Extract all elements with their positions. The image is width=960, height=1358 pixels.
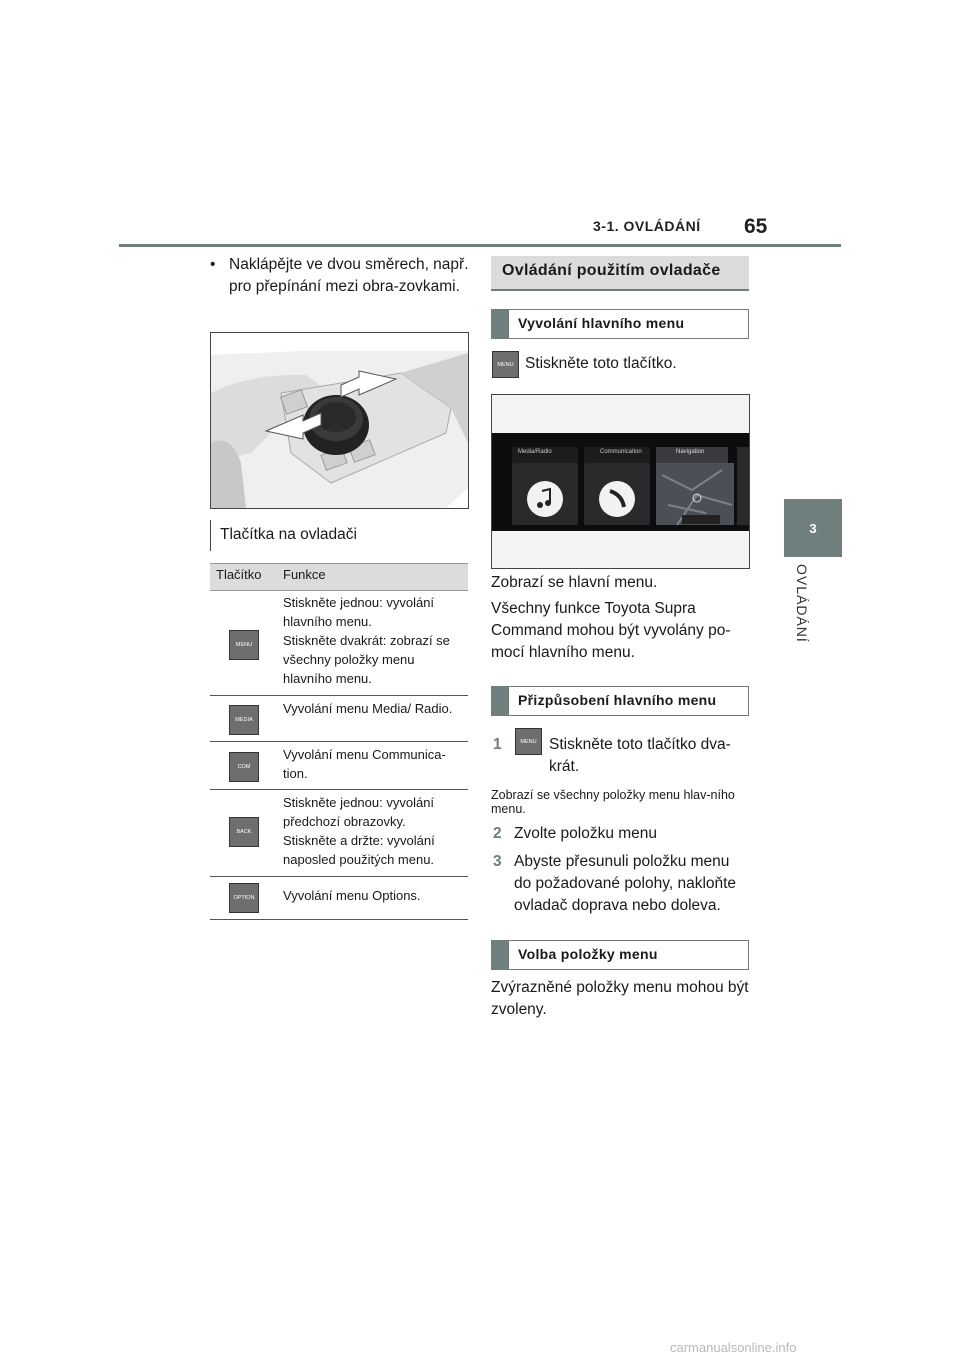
table-header-function: Funkce (283, 567, 326, 582)
table-title: Tlačítka na ovladači (220, 526, 357, 543)
chapter-tab: 3 (784, 499, 842, 557)
main-heading: Ovládání použitím ovladače (502, 262, 721, 279)
menu-button-icon: MENU (515, 728, 542, 755)
step-number: 1 (493, 736, 502, 753)
header-rule (119, 244, 841, 247)
section-heading-label: Volba položky menu (518, 946, 658, 962)
main-heading-rule (491, 289, 749, 291)
step-number: 3 (493, 853, 502, 870)
table-cell-function: Stiskněte jednou: vyvolání předchozí obrazovky. Stiskněte a držte: vyvolání naposled použitých menu. (283, 795, 435, 867)
bullet-text: Naklápějte ve dvou směrech, např. pro přepínání mezi obra-zovkami. (229, 256, 469, 295)
section-heading-bar (491, 940, 508, 970)
table-header-button: Tlačítko (216, 567, 262, 582)
step-text: Abyste přesunuli položku menu do požadované polohy, nakloňte ovladač doprava nebo doleva. (514, 853, 737, 914)
section-heading-bar (491, 309, 508, 339)
menu-button-icon: MENU (229, 630, 259, 660)
chapter-label: OVLÁDÁNÍ (794, 564, 810, 643)
step-note: Zobrazí se všechny položky menu hlav-ního menu. (491, 788, 735, 816)
step1-text: Stiskněte toto tlačítko dva-krát. (549, 736, 731, 775)
section-heading-label: Vyvolání hlavního menu (518, 315, 685, 331)
back-button-icon: BACK (229, 817, 259, 847)
bullet-dot: • (210, 256, 216, 273)
step-number: 2 (493, 825, 502, 842)
menu-button-icon: MENU (492, 351, 519, 378)
bullet-item (210, 254, 470, 298)
table-cell-function: Vyvolání menu Communica-tion. (283, 747, 446, 781)
step-text (549, 734, 749, 778)
table-cell-function: Vyvolání menu Media/ Radio. (283, 701, 453, 716)
step-text: Zvolte položku menu (514, 825, 658, 842)
screen-tab-communication: Communication (600, 449, 642, 455)
table-row (210, 695, 468, 742)
controller-illustration (210, 332, 469, 509)
all-functions-text: Všechny funkce Toyota Supra Command mohou být vyvolány po-mocí hlavního menu. (491, 600, 731, 661)
table-row (210, 589, 468, 696)
table-cell-function: Vyvolání menu Options. (283, 888, 421, 903)
select-text: Zvýrazněné položky menu mohou být zvoleny. (491, 979, 749, 1018)
com-button-icon: COM (229, 752, 259, 782)
table-row (210, 741, 468, 790)
section-heading-bar (491, 686, 508, 716)
main-menu-screenshot (491, 394, 750, 569)
watermark: carmanualsonline.info (670, 1340, 797, 1355)
option-button-icon: OPTION (229, 883, 259, 913)
section-heading (491, 686, 749, 716)
section-heading (491, 940, 749, 970)
section-heading (491, 309, 749, 339)
page-number: 65 (744, 215, 768, 238)
table-row (210, 876, 468, 920)
table-row (210, 789, 468, 877)
media-button-icon: MEDIA (229, 705, 259, 735)
main-heading-box (491, 256, 749, 289)
screen-tab-navigation: Navigation (676, 449, 705, 455)
section-heading-label: Přizpůsobení hlavního menu (518, 692, 717, 708)
screen-tab-media: Media/Radio (518, 449, 552, 455)
shows-menu-text: Zobrazí se hlavní menu. (491, 574, 658, 591)
press-instruction: Stiskněte toto tlačítko. (525, 355, 677, 372)
table-cell-function: Stiskněte jednou: vyvolání hlavního menu. Stiskněte dvakrát: zobrazí se všechny položky menu hlavního menu. (283, 595, 450, 686)
section-title: 3-1. OVLÁDÁNÍ (593, 218, 701, 234)
